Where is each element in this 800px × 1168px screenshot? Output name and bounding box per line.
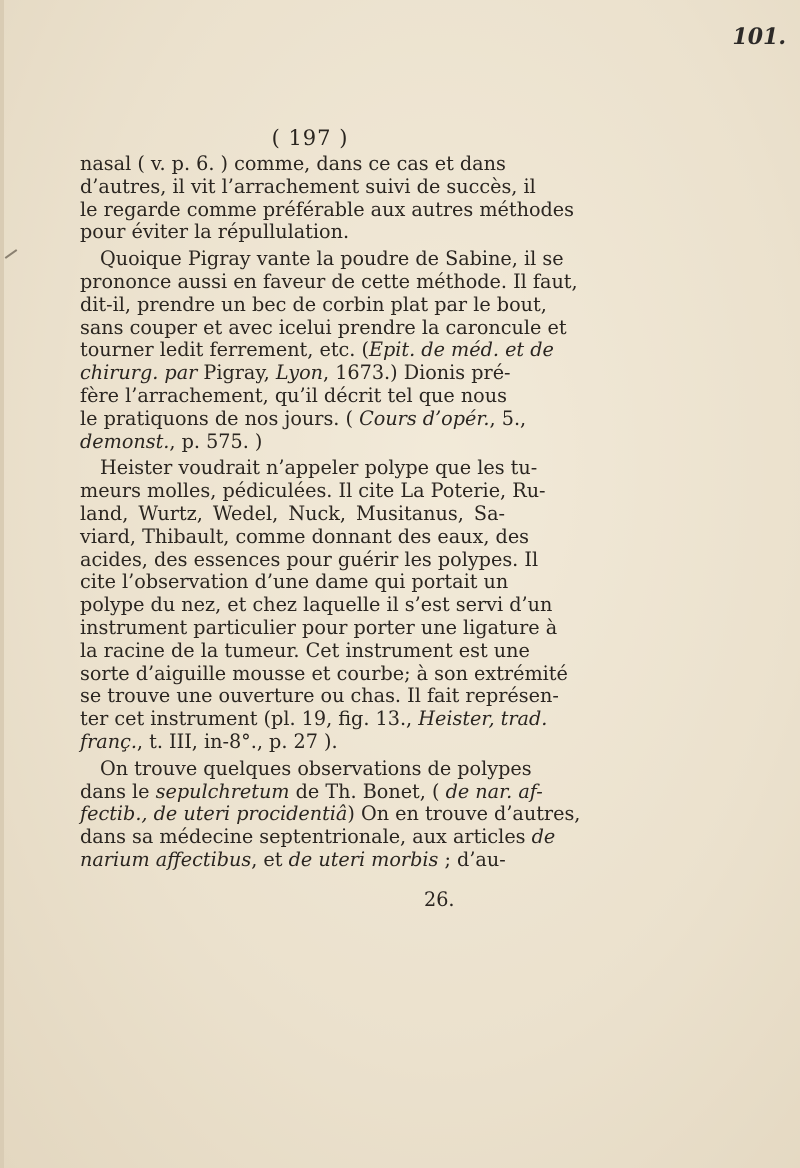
text-line	[80, 593, 553, 617]
text-line	[80, 570, 509, 594]
text-line	[80, 756, 532, 781]
text-line	[80, 503, 505, 526]
text-segment: d’autres, il vit l’arrachement suivi de succès, il	[80, 174, 536, 198]
italic-segment: chirurg. par	[80, 361, 198, 385]
text-segment: dans sa médecine septentrionale, aux articles	[80, 825, 532, 849]
text-line	[80, 731, 505, 754]
italic-segment: fectib., de uteri procidentiâ	[80, 802, 348, 826]
text-line	[80, 247, 564, 271]
text-segment: ter cet instrument (pl. 19, fig. 13.,	[80, 707, 419, 731]
page-edge	[0, 0, 4, 1168]
text-line	[80, 153, 505, 176]
text-segment: , et	[251, 847, 289, 871]
text-segment: ) On en trouve d’autres,	[347, 802, 581, 826]
text-segment: Quoique Pigray vante la poudre de Sabine, il se	[100, 247, 564, 271]
text-segment: acides, des essences pour guérir les polypes. Il	[80, 547, 539, 571]
italic-segment: narium affectibus	[80, 847, 252, 871]
text-segment: cite l’observation d’une dame qui portait un	[80, 570, 509, 594]
text-segment: de Th. Bonet, (	[289, 779, 446, 803]
text-line	[80, 431, 505, 454]
text-line	[80, 221, 505, 244]
text-line	[80, 661, 568, 686]
catchword: 26.	[424, 888, 455, 911]
text-segment: instrument particulier pour porter une ligature à	[80, 615, 558, 639]
text-line	[80, 638, 530, 663]
italic-segment: sepulchretum	[155, 779, 290, 803]
text-segment: tourner ledit ferrement, etc. (	[80, 338, 369, 362]
text-line	[80, 684, 559, 708]
italic-segment: franç.	[80, 729, 137, 753]
italic-segment: demonst.	[80, 429, 170, 453]
text-line	[80, 547, 539, 572]
text-line	[80, 406, 527, 431]
text-segment: sorte d’aiguille mousse et courbe; à son extrémité	[80, 661, 568, 685]
text-segment: le pratiquons de nos jours. (	[80, 406, 360, 430]
italic-segment: de	[531, 825, 556, 849]
text-line	[80, 456, 538, 480]
text-segment: polype du nez, et chez laquelle il s’est servi d’un	[80, 593, 553, 617]
italic-segment: de uteri morbis	[288, 847, 439, 871]
text-line	[80, 615, 558, 640]
text-segment: la racine de la tumeur. Cet instrument est une	[80, 638, 530, 662]
text-line	[80, 849, 505, 872]
text-segment: nasal ( v. p. 6. ) comme, dans ce cas et dans	[80, 152, 506, 175]
margin-pencil-mark	[5, 249, 18, 259]
text-segment: land, Wurtz, Wedel, Nuck, Musitanus, Sa-	[80, 501, 505, 525]
text-line	[80, 292, 547, 317]
text-line	[80, 779, 543, 804]
text-segment: , t. III, in-8°., p. 27 ).	[136, 729, 338, 753]
text-line	[80, 338, 554, 362]
text-segment: ; d’au-	[438, 847, 506, 871]
italic-segment: Heister, trad.	[418, 707, 548, 731]
text-segment: pour éviter la répullulation.	[80, 220, 350, 244]
body-text	[80, 152, 581, 872]
text-line	[80, 269, 578, 294]
text-line	[80, 479, 546, 503]
text-segment: Pigray,	[197, 361, 276, 385]
text-segment: dans le	[80, 779, 156, 803]
text-segment: On trouve quelques observations de polypes	[100, 756, 532, 780]
text-segment: sans couper et avec icelui prendre la caroncule et	[80, 315, 567, 339]
text-segment: le regarde comme préférable aux autres méthodes	[80, 197, 574, 221]
text-line	[80, 524, 530, 549]
text-line	[80, 174, 536, 199]
text-segment: , p. 575. )	[169, 429, 263, 453]
italic-segment: Cours d’opér.	[359, 406, 490, 430]
text-segment: , 5.,	[489, 406, 527, 430]
text-segment: , 1673.) Dionis pré-	[323, 361, 511, 385]
text-segment: se trouve une ouverture ou chas. Il fait représen-	[80, 684, 559, 708]
italic-segment: de nar. af-	[445, 779, 543, 803]
text-line	[80, 385, 505, 408]
text-segment: dit-il, prendre un bec de corbin plat par le bout,	[80, 292, 547, 316]
text-line	[80, 197, 574, 222]
handwritten-folio-number: 101.	[732, 24, 786, 50]
page-number: ( 197 )	[271, 126, 349, 150]
text-segment: viard, Thibault, comme donnant des eaux, des	[80, 524, 530, 548]
text-line	[80, 802, 581, 826]
text-line	[80, 315, 567, 340]
text-segment: meurs molles, pédiculées. Il cite La Poterie, Ru-	[80, 479, 546, 503]
text-line	[80, 707, 548, 731]
italic-segment: Epit. de méd. et de	[368, 338, 554, 362]
text-line	[80, 361, 511, 385]
text-segment: Heister voudrait n’appeler polype que les tu-	[100, 456, 538, 480]
italic-segment: Lyon	[275, 361, 324, 385]
text-segment: prononce aussi en faveur de cette méthode. Il faut,	[80, 269, 578, 293]
text-segment: fère l’arrachement, qu’il décrit tel que nous	[80, 383, 507, 407]
text-line	[80, 825, 556, 849]
